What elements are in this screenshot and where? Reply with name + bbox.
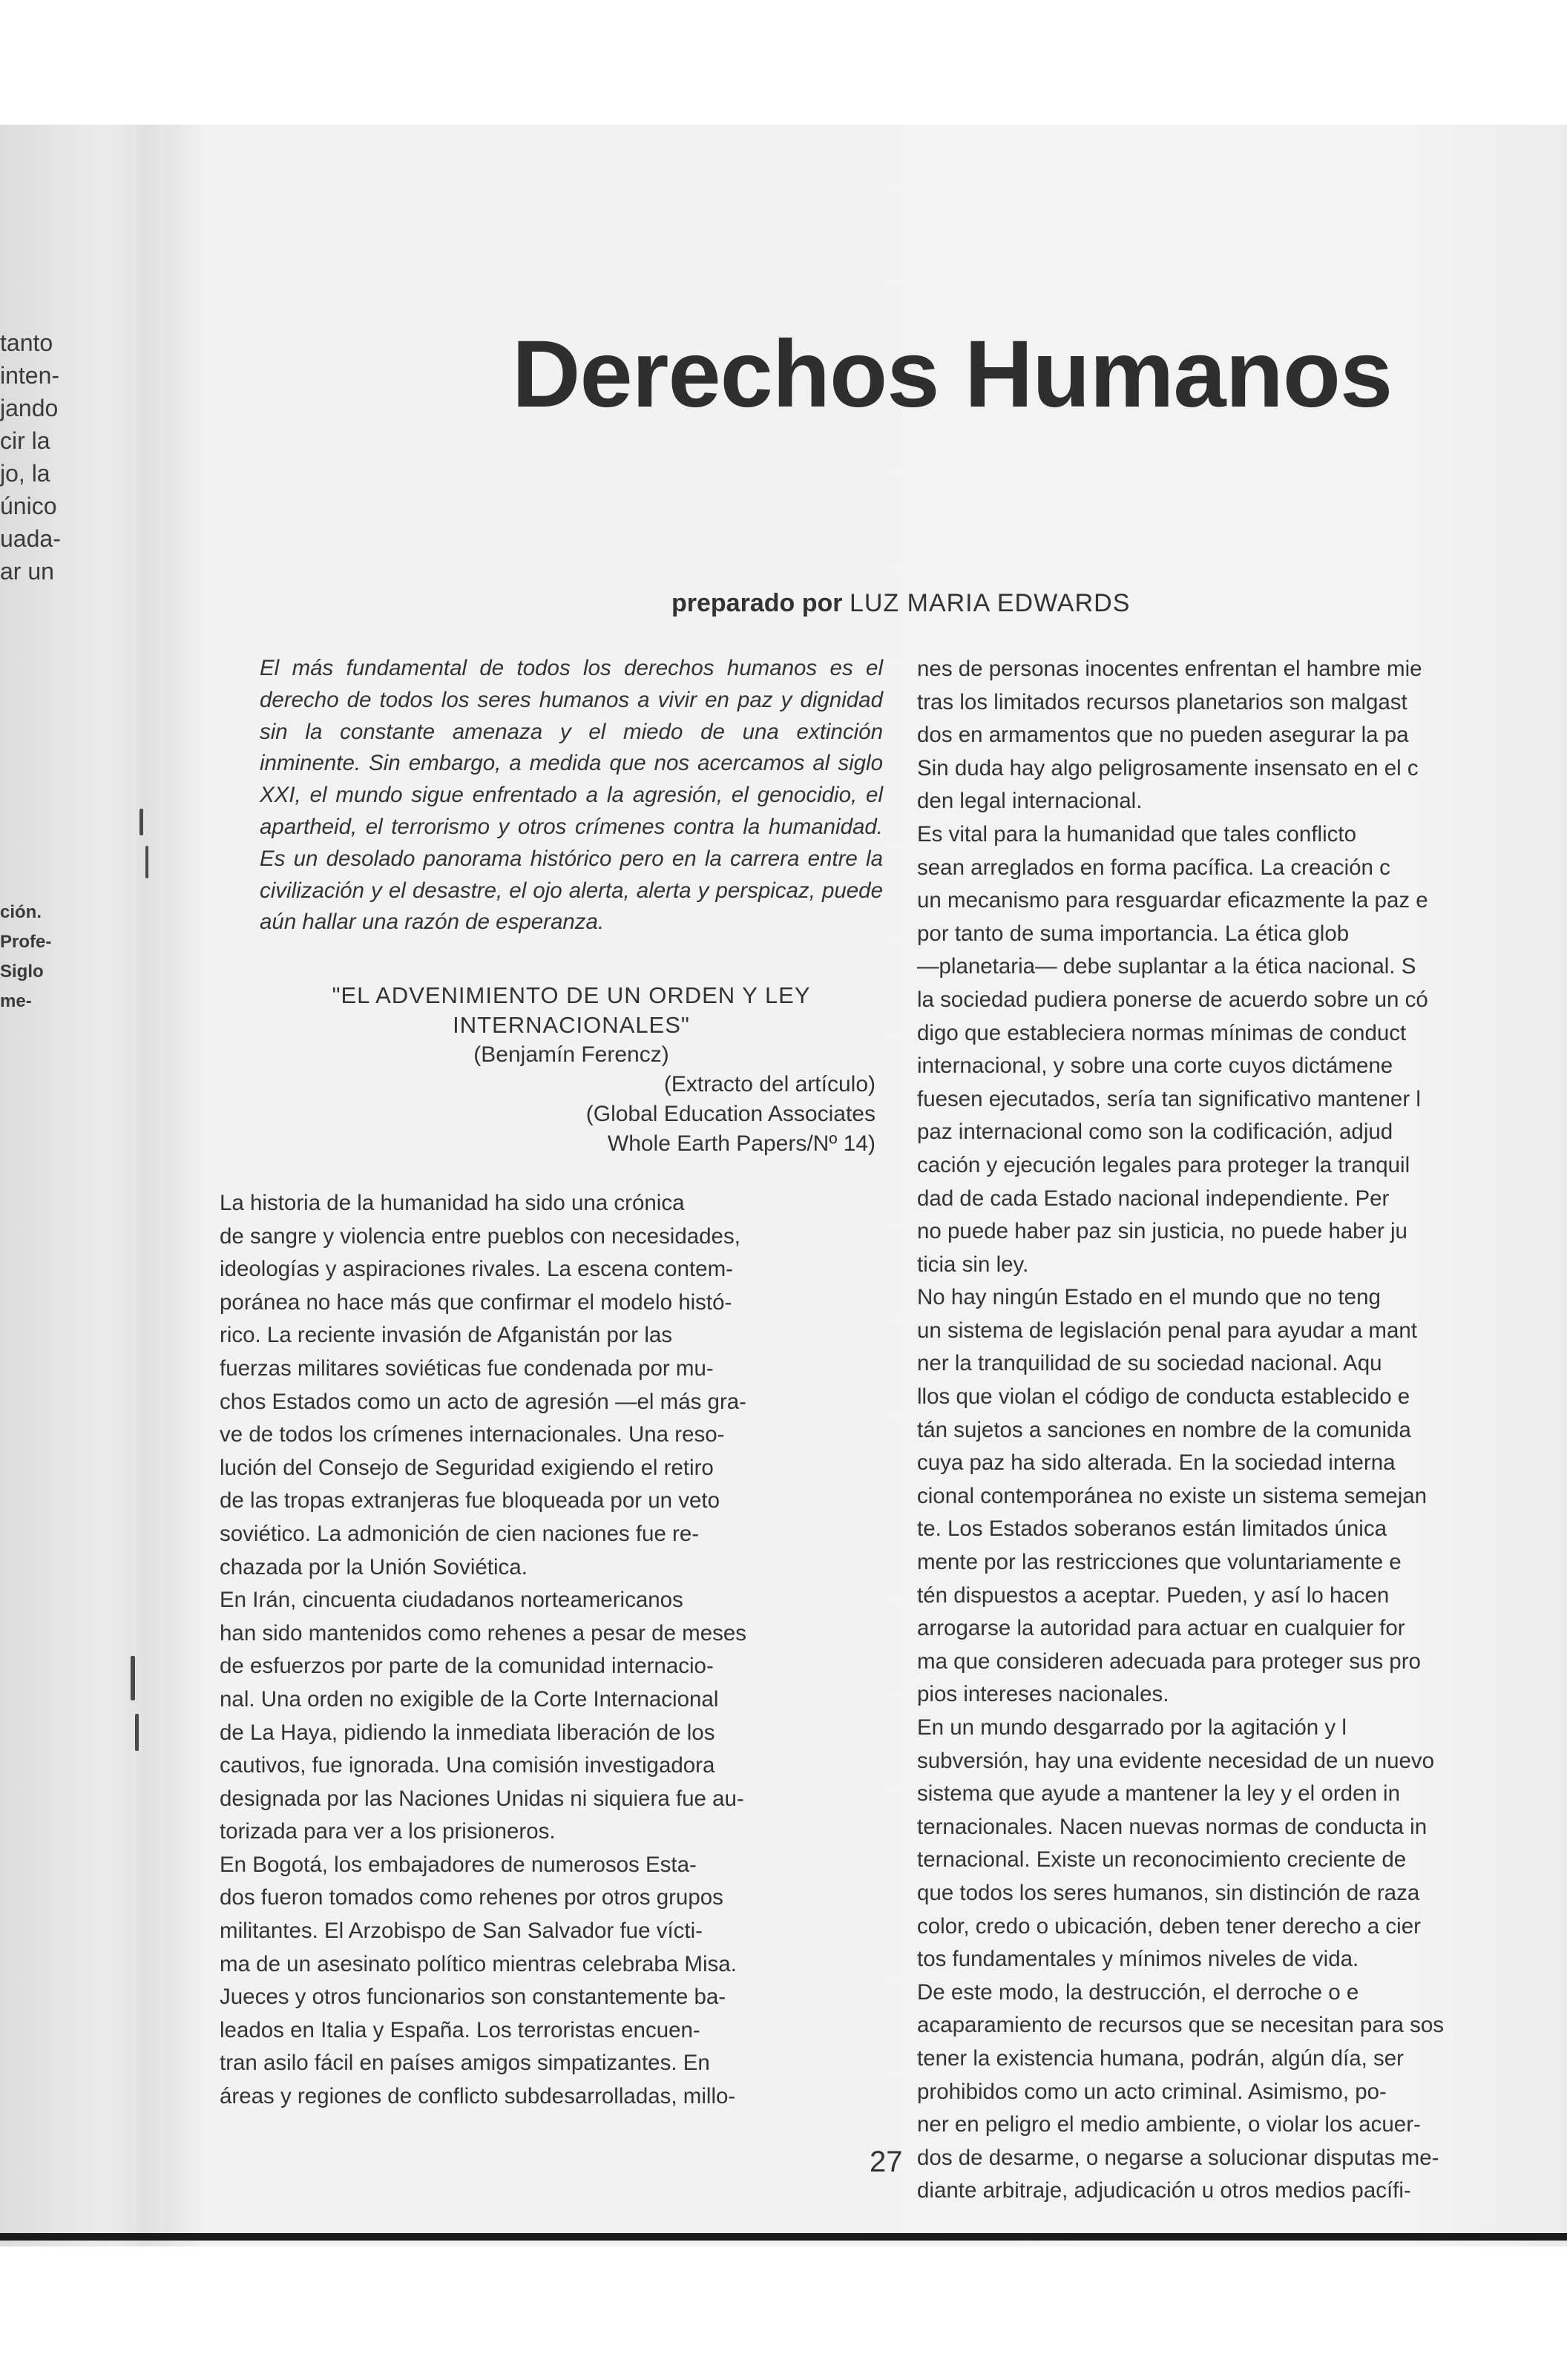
- scan-speck: [135, 1714, 139, 1751]
- source-citation: [260, 1070, 876, 1159]
- quote-heading: "EL ADVENIMIENTO DE UN ORDEN Y LEY INTERNACIONALES": [332, 982, 811, 1038]
- text-line: sean arreglados en forma pacífica. La creación c: [917, 855, 1390, 880]
- previous-page-line: ción.: [0, 902, 42, 922]
- text-line: torizada para ver a los prisioneros.: [220, 1819, 556, 1844]
- right-column-body: [917, 653, 1567, 2203]
- text-line: arrogarse la autoridad para actuar en cualquier for: [917, 1616, 1405, 1641]
- text-line: tras los limitados recursos planetarios son malgast: [917, 689, 1407, 714]
- source-line: (Global Education Associates: [585, 1102, 876, 1126]
- previous-page-line: tanto: [0, 329, 53, 356]
- previous-page-line: jando: [0, 395, 59, 421]
- text-line: cautivos, fue ignorada. Una comisión investigadora: [220, 1753, 715, 1778]
- text-line: sistema que ayude a mantener la ley y el orden in: [917, 1781, 1401, 1807]
- previous-page-line: me-: [0, 991, 32, 1011]
- intro-text: El más fundamental de todos los derechos humanos es el derecho de todos los seres humanos a vivir en paz y dignidad sin la constante amenaza y el miedo de una extinción inminente. Sin embargo, a medida que nos acercamos al siglo XXI, el mundo sigue enfrentado a la agresión, el genocidio, el apartheid, el terrorismo y otros crímenes contra la humanidad. Es un desolado panorama histórico pero en la carrera entre la civilización y el desastre, el ojo alerta, alerta y perspicaz, puede aún hallar una razón de esperanza.: [260, 656, 883, 935]
- text-line: chos Estados como un acto de agresión —el más gra-: [220, 1389, 747, 1414]
- text-line: dos en armamentos que no pueden asegurar la pa: [917, 723, 1409, 748]
- text-line: Es vital para la humanidad que tales conflicto: [917, 821, 1356, 847]
- text-line: chazada por la Unión Soviética.: [220, 1554, 528, 1579]
- text-line: De este modo, la destrucción, el derroche o e: [917, 1979, 1359, 2005]
- text-line: la sociedad pudiera ponerse de acuerdo sobre un có: [917, 987, 1428, 1012]
- text-line: den legal internacional.: [917, 789, 1143, 814]
- text-line: En Irán, cincuenta ciudadanos norteamericanos: [220, 1588, 683, 1613]
- previous-page-line: jo, la: [0, 460, 50, 487]
- text-line: designada por las Naciones Unidas ni siquiera fue au-: [220, 1786, 744, 1811]
- text-line: En Bogotá, los embajadores de numerosos Esta-: [220, 1852, 697, 1877]
- scan-speck: [139, 809, 143, 835]
- text-line: dad de cada Estado nacional independiente. Per: [917, 1186, 1390, 1211]
- text-line: ticia sin ley.: [917, 1252, 1029, 1277]
- text-line: fuesen ejecutados, sería tan significativo mantener l: [917, 1086, 1421, 1111]
- text-line: rico. La reciente invasión de Afganistán por las: [220, 1323, 673, 1348]
- text-line: Jueces y otros funcionarios son constantemente ba-: [220, 1985, 726, 2010]
- source-line: Whole Earth Papers/Nº 14): [607, 1131, 876, 1156]
- text-line: dos de desarme, o negarse a solucionar disputas me-: [917, 2145, 1439, 2170]
- text-line: de La Haya, pidiendo la inmediata liberación de los: [220, 1720, 715, 1745]
- text-line: digo que estableciera normas mínimas de conduct: [917, 1020, 1407, 1045]
- text-line: han sido mantenidos como rehenes a pesar de meses: [220, 1620, 747, 1646]
- previous-page-line: único: [0, 493, 57, 519]
- text-line: tén dispuestos a aceptar. Pueden, y así lo hacen: [917, 1582, 1390, 1608]
- text-line: dos fueron tomados como rehenes por otros grupos: [220, 1885, 723, 1910]
- text-line: de sangre y violencia entre pueblos con necesidades,: [220, 1223, 740, 1249]
- page-gutter-shadow: [111, 125, 200, 2246]
- intro-paragraph: [260, 653, 883, 938]
- text-line: tos fundamentales y mínimos niveles de vida.: [917, 1947, 1359, 1972]
- text-line: nes de personas inocentes enfrentan el hambre mie: [917, 657, 1422, 681]
- text-line: llos que violan el código de conducta establecido e: [917, 1384, 1410, 1410]
- left-column-body: [220, 1187, 873, 2114]
- text-line: ve de todos los crímenes internacionales. Una reso-: [220, 1422, 725, 1447]
- article-title: Derechos Humanos: [512, 321, 1393, 427]
- byline-prefix: preparado por: [671, 589, 843, 617]
- text-line: ternacional. Existe un reconocimiento creciente de: [917, 1847, 1407, 1873]
- source-line: (Extracto del artículo): [663, 1072, 876, 1097]
- text-line: lución del Consejo de Seguridad exigiendo el retiro: [220, 1455, 714, 1480]
- byline: [671, 586, 1130, 620]
- previous-page-line: Profe-: [0, 932, 52, 952]
- text-line: acaparamiento de recursos que se necesitan para sos: [917, 2013, 1445, 2038]
- text-line: ternacionales. Nacen nuevas normas de conducta in: [917, 1814, 1428, 1839]
- text-line: poránea no hace más que confirmar el modelo histó-: [220, 1289, 732, 1315]
- text-line: ner en peligro el medio ambiente, o violar los acuer-: [917, 2112, 1421, 2137]
- text-line: cación y ejecución legales para proteger la tranquil: [917, 1152, 1410, 1177]
- text-line: diante arbitraje, adjudicación u otros medios pacífi-: [917, 2178, 1411, 2203]
- text-line: En un mundo desgarrado por la agitación y l: [917, 1715, 1347, 1740]
- bottom-rule: [0, 2233, 1567, 2241]
- text-line: no puede haber paz sin justicia, no puede haber ju: [917, 1219, 1407, 1244]
- previous-page-line: inten-: [0, 362, 60, 389]
- text-line: tran asilo fácil en países amigos simpatizantes. En: [220, 2051, 710, 2076]
- text-line: paz internacional como son la codificación, adjud: [917, 1120, 1393, 1145]
- text-line: ma que consideren adecuada para proteger sus pro: [917, 1648, 1421, 1674]
- text-line: por tanto de suma importancia. La ética glob: [917, 921, 1350, 946]
- page-number: 27: [870, 2146, 903, 2178]
- text-line: que todos los seres humanos, sin distinción de raza: [917, 1880, 1420, 1905]
- text-line: cuya paz ha sido alterada. En la sociedad interna: [917, 1450, 1396, 1476]
- text-line: nal. Una orden no exigible de la Corte Internacional: [220, 1686, 719, 1712]
- text-line: ideologías y aspiraciones rivales. La escena contem-: [220, 1257, 733, 1282]
- text-line: subversión, hay una evidente necesidad de un nuevo: [917, 1748, 1435, 1773]
- text-line: Sin duda hay algo peligrosamente insensato en el c: [917, 755, 1419, 780]
- text-line: soviético. La admonición de cien naciones fue re-: [220, 1521, 700, 1546]
- text-line: No hay ningún Estado en el mundo que no teng: [917, 1285, 1381, 1310]
- byline-author: LUZ MARIA EDWARDS: [849, 589, 1131, 617]
- text-line: cional contemporánea no existe un sistema semejan: [917, 1483, 1428, 1508]
- text-line: un mecanismo para resguardar eficazmente la paz e: [917, 888, 1428, 913]
- text-line: prohibidos como un acto criminal. Asimismo, po-: [917, 2079, 1387, 2104]
- previous-page-fragment-upper: [0, 326, 61, 588]
- text-line: leados en Italia y España. Los terroristas encuen-: [220, 2017, 700, 2042]
- text-line: —planetaria— debe suplantar a la ética nacional. S: [917, 954, 1416, 979]
- text-line: pios intereses nacionales.: [917, 1682, 1169, 1707]
- text-line: La historia de la humanidad ha sido una crónica: [220, 1191, 685, 1215]
- previous-page-line: Siglo: [0, 961, 44, 982]
- previous-page-fragment-lower: [0, 898, 51, 1016]
- text-line: fuerzas militares soviéticas fue condenada por mu-: [220, 1355, 714, 1381]
- text-line: militantes. El Arzobispo de San Salvador fue vícti-: [220, 1919, 703, 1944]
- quote-author: (Benjamín Ferencz): [473, 1042, 669, 1067]
- previous-page-line: uada-: [0, 525, 61, 552]
- scan-speck: [131, 1656, 135, 1700]
- text-line: tán sujetos a sanciones en nombre de la comunida: [917, 1417, 1411, 1442]
- text-line: mente por las restricciones que voluntariamente e: [917, 1550, 1402, 1575]
- text-line: de las tropas extranjeras fue bloqueada por un veto: [220, 1488, 720, 1513]
- text-line: áreas y regiones de conflicto subdesarrolladas, millo-: [220, 2084, 736, 2109]
- text-line: tener la existencia humana, podrán, algún día, ser: [917, 2045, 1404, 2071]
- text-line: color, credo o ubicación, deben tener derecho a cier: [917, 1913, 1421, 1939]
- text-line: ner la tranquilidad de su sociedad nacional. Aqu: [917, 1351, 1382, 1376]
- text-line: ma de un asesinato político mientras celebraba Misa.: [220, 1951, 737, 1976]
- text-line: un sistema de legislación penal para ayudar a mant: [917, 1318, 1417, 1343]
- previous-page-line: ar un: [0, 558, 54, 585]
- previous-page-line: cir la: [0, 427, 50, 454]
- text-line: de esfuerzos por parte de la comunidad internacio-: [220, 1654, 714, 1679]
- text-line: te. Los Estados soberanos están limitados únicа: [917, 1516, 1387, 1542]
- text-line: internacional, y sobre una corte cuyos dictámene: [917, 1053, 1393, 1079]
- scan-speck: [145, 846, 148, 878]
